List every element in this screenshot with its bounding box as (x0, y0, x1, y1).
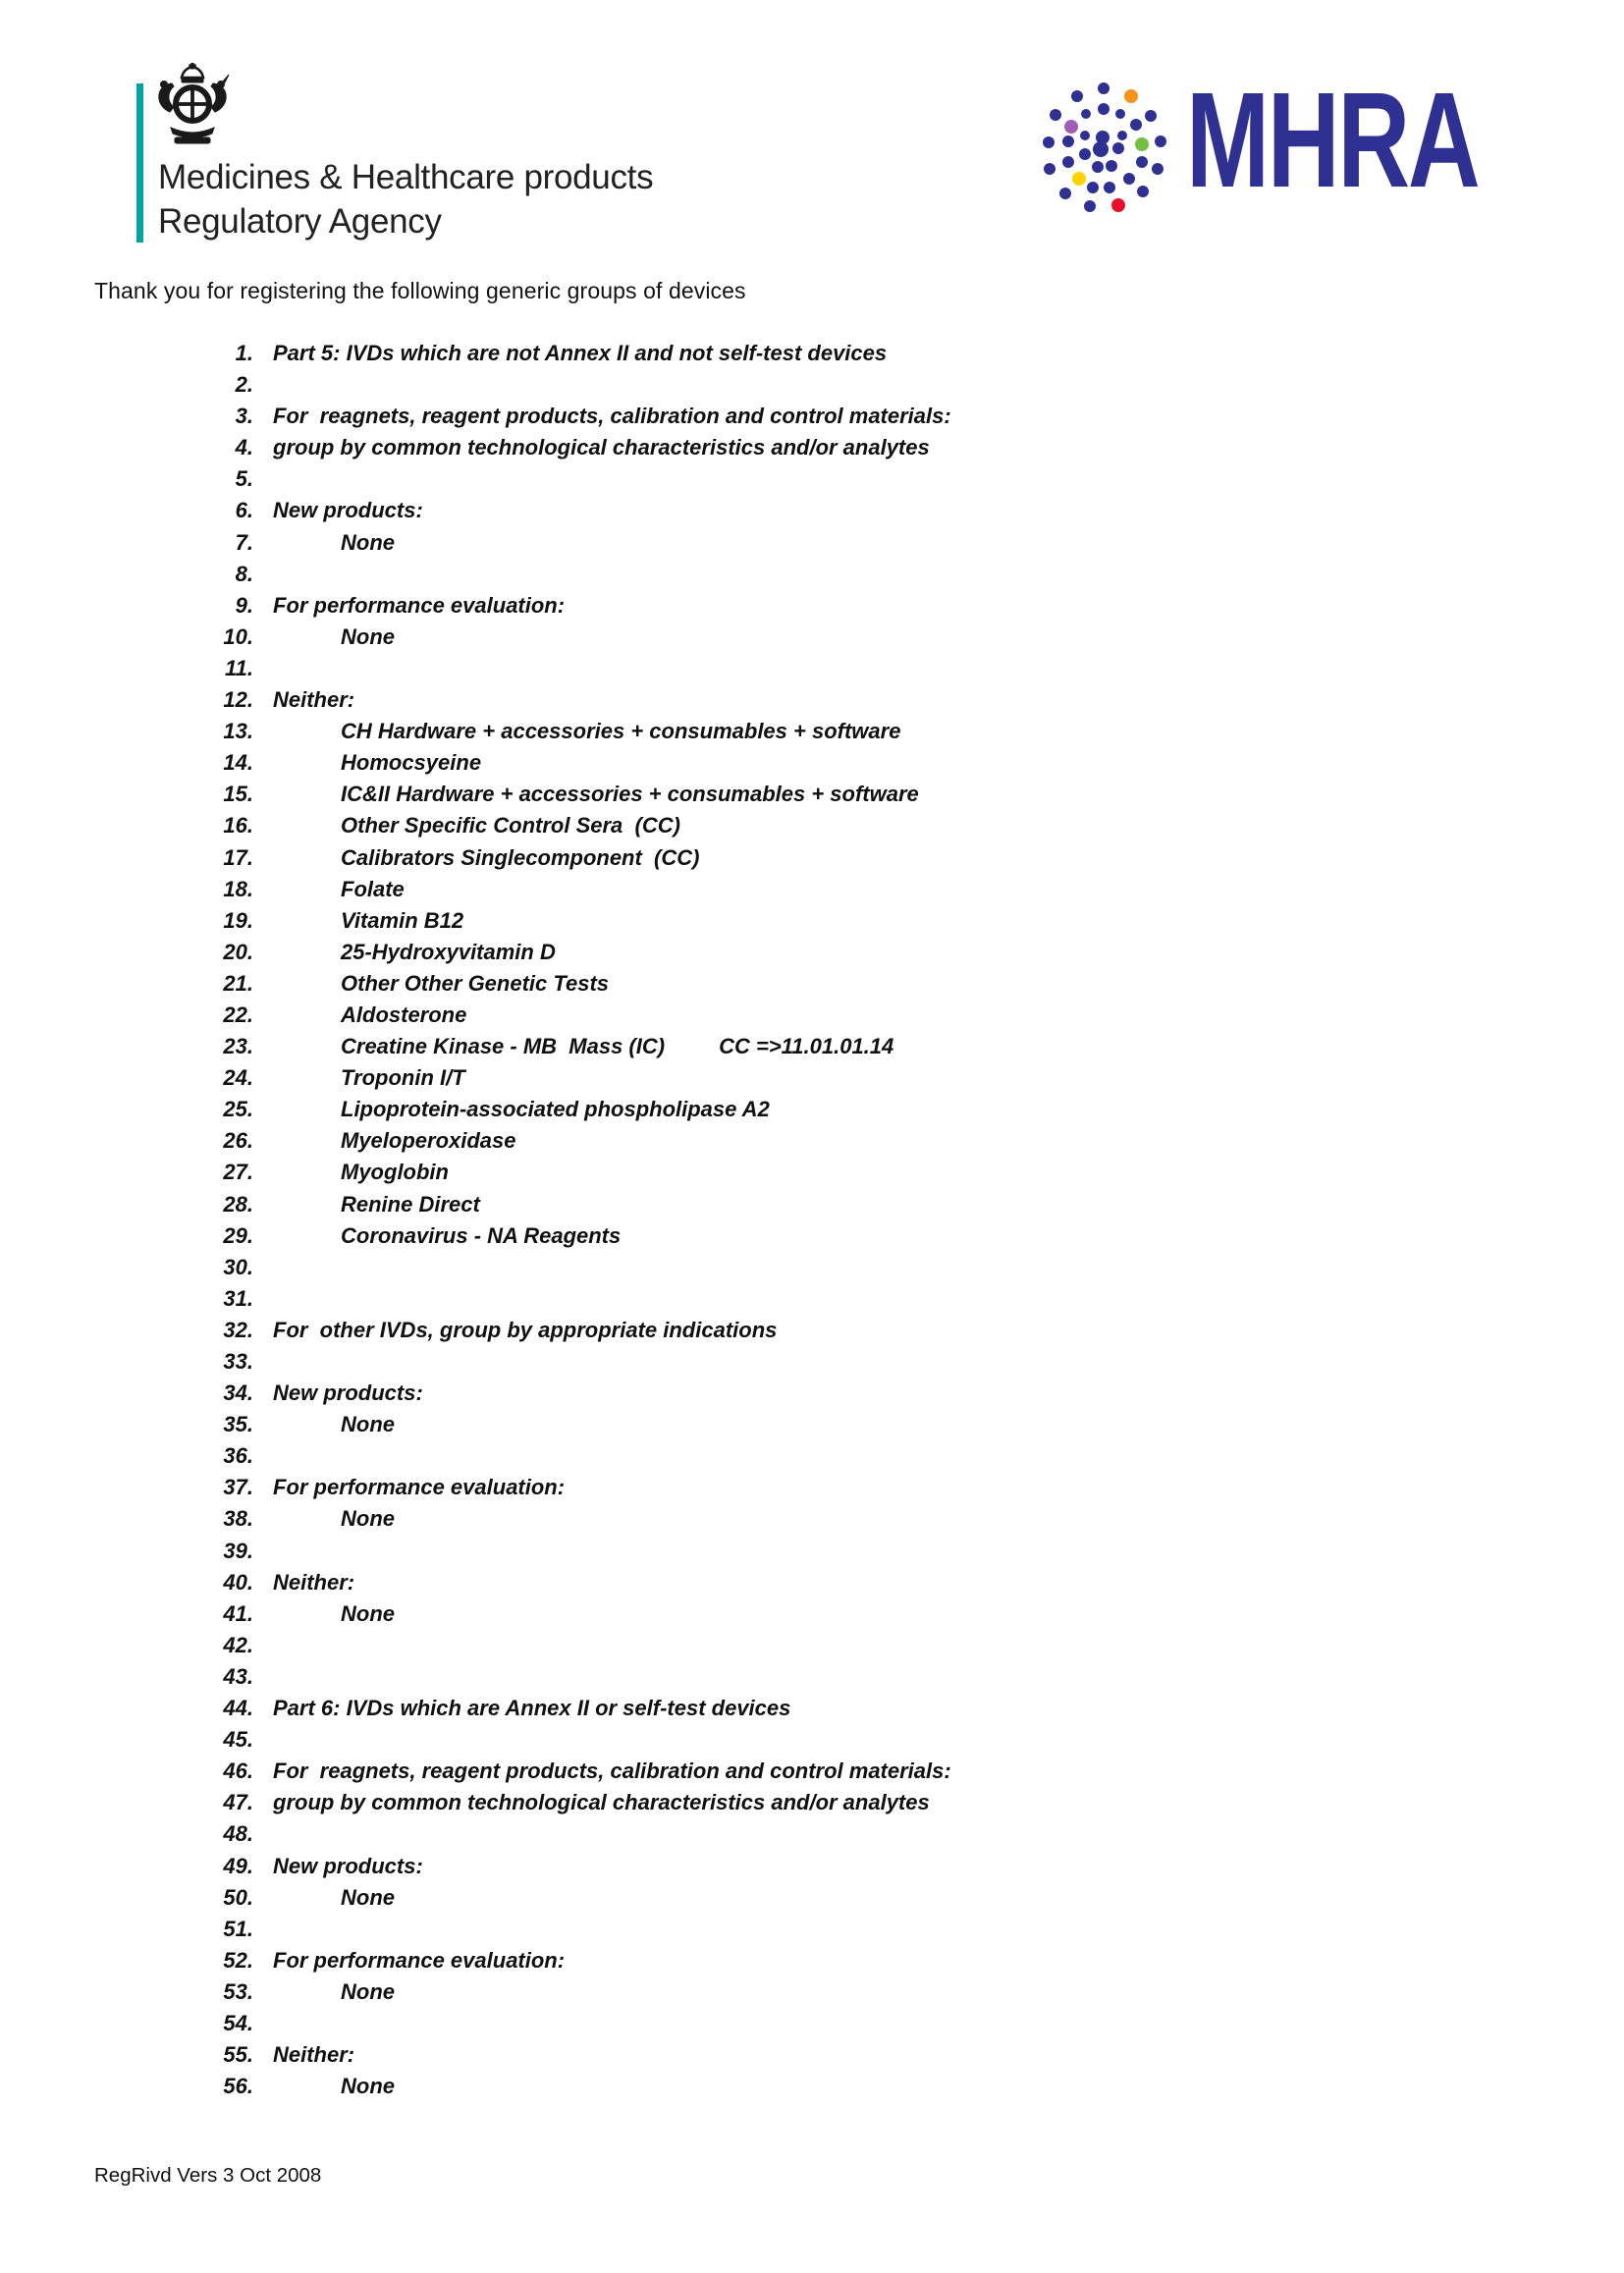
list-item-text: Renine Direct (341, 1191, 480, 1217)
list-item-number: 9. (235, 592, 253, 618)
list-item (0, 622, 1624, 653)
list-item-number: 33. (223, 1349, 253, 1374)
list-item-text: IC&II Hardware + accessories + consumables + software (341, 782, 919, 807)
list-item (0, 463, 1624, 495)
mhra-logo-text: MHRA (1186, 65, 1479, 216)
list-item (0, 1724, 1624, 1756)
list-item-text: Homocsyeine (341, 750, 482, 776)
list-item-number: 21. (223, 970, 253, 996)
agency-name-line2: Regulatory Agency (158, 202, 442, 241)
list-item (0, 2071, 1624, 2102)
list-item-number: 37. (223, 1475, 253, 1500)
list-item-text: For performance evaluation: (273, 1475, 566, 1500)
royal-crest-icon (151, 63, 234, 157)
footer-version-text: RegRivd Vers 3 Oct 2008 (94, 2164, 322, 2187)
list-item (0, 716, 1624, 747)
list-item-text: None (341, 1506, 395, 1532)
list-item-number: 15. (223, 782, 253, 807)
list-item (0, 432, 1624, 463)
list-item-number: 2. (235, 372, 253, 398)
list-item (0, 1787, 1624, 1818)
list-item-text: New products: (273, 498, 423, 523)
list-item-number: 7. (235, 529, 253, 555)
list-item-text: Creatine Kinase - MB Mass (IC) CC =>11.01.01.14 (341, 1034, 894, 1059)
list-item-number: 3. (235, 404, 253, 429)
list-item-number: 38. (223, 1506, 253, 1532)
list-item (0, 1882, 1624, 1914)
list-item-number: 19. (223, 907, 253, 933)
list-item-number: 46. (223, 1759, 253, 1784)
list-item-number: 1. (235, 341, 253, 365)
list-item-number: 56. (223, 2074, 253, 2099)
list-item (0, 1661, 1624, 1693)
list-item-text: Other Specific Control Sera (CC) (341, 813, 680, 839)
list-item-number: 11. (225, 655, 253, 680)
list-item (0, 1252, 1624, 1283)
list-item-number: 34. (223, 1380, 253, 1406)
list-item-number: 53. (223, 1978, 253, 2004)
list-item (0, 1440, 1624, 1472)
list-item (0, 1598, 1624, 1630)
list-item-text: Calibrators Singlecomponent (CC) (341, 844, 700, 870)
list-item-text: Myeloperoxidase (341, 1128, 516, 1154)
list-item-text: For performance evaluation: (273, 592, 566, 618)
list-item (0, 1976, 1624, 2008)
list-item (0, 1189, 1624, 1220)
list-item-text: For reagnets, reagent products, calibration and control materials: (273, 1759, 951, 1784)
list-item-text: Other Other Genetic Tests (341, 970, 610, 996)
list-item-number: 40. (223, 1569, 253, 1595)
teal-accent-bar (136, 83, 143, 243)
list-item (0, 2008, 1624, 2039)
list-item (0, 1315, 1624, 1346)
list-item-number: 51. (223, 1916, 253, 1941)
list-item-text: None (341, 1884, 395, 1910)
list-item-number: 12. (223, 687, 253, 713)
list-item-number: 44. (223, 1696, 253, 1721)
list-item-number: 17. (223, 844, 253, 870)
list-item (0, 653, 1624, 684)
list-item (0, 1536, 1624, 1567)
list-item-text: Part 6: IVDs which are Annex II or self-test devices (273, 1696, 791, 1721)
list-item (0, 1503, 1624, 1535)
list-item (0, 338, 1624, 369)
list-item-text: Aldosterone (341, 1001, 467, 1027)
list-item-number: 39. (223, 1538, 253, 1563)
list-item-text: Vitamin B12 (341, 907, 464, 933)
list-item-number: 49. (223, 1853, 253, 1878)
list-item-text: None (341, 2074, 395, 2099)
list-item-number: 24. (223, 1065, 253, 1091)
list-item (0, 1000, 1624, 1031)
list-item-number: 47. (223, 1790, 253, 1815)
list-item (0, 1220, 1624, 1252)
list-item-number: 28. (223, 1191, 253, 1217)
list-item-number: 16. (223, 813, 253, 839)
list-item-text: CH Hardware + accessories + consumables + software (341, 719, 901, 744)
list-item-text: Myoglobin (341, 1160, 449, 1185)
list-item-number: 26. (223, 1128, 253, 1154)
list-item (0, 1409, 1624, 1440)
list-item-text: None (341, 1600, 395, 1626)
list-item-text: Part 5: IVDs which are not Annex II and not self-test devices (273, 341, 888, 365)
list-item (0, 968, 1624, 1000)
list-item-number: 8. (235, 561, 253, 586)
list-item (0, 1125, 1624, 1157)
list-item (0, 874, 1624, 905)
list-item (0, 1567, 1624, 1598)
list-item-text: Coronavirus - NA Reagents (341, 1222, 622, 1248)
list-item-number: 10. (223, 623, 253, 649)
list-item-number: 32. (223, 1317, 253, 1342)
list-item (0, 1094, 1624, 1125)
list-item-number: 55. (223, 2042, 253, 2068)
list-item (0, 1851, 1624, 1882)
list-item-text: Folate (341, 876, 405, 901)
list-item (0, 1914, 1624, 1945)
list-item (0, 1031, 1624, 1062)
list-item-number: 18. (223, 876, 253, 901)
list-item-number: 20. (223, 939, 253, 964)
list-item-text: None (341, 1412, 395, 1437)
list-item-text: Lipoprotein-associated phospholipase A2 (341, 1097, 770, 1122)
list-item (0, 684, 1624, 716)
agency-name-line1: Medicines & Healthcare products (158, 158, 654, 196)
list-item (0, 369, 1624, 401)
list-item (0, 590, 1624, 622)
list-item (0, 559, 1624, 590)
list-item-number: 13. (223, 719, 253, 744)
list-item (0, 810, 1624, 841)
list-item (0, 937, 1624, 968)
list-item (0, 842, 1624, 874)
list-item (0, 1157, 1624, 1188)
list-item-number: 31. (223, 1285, 253, 1311)
list-item-number: 42. (223, 1632, 253, 1657)
list-item-text: group by common technological characteristics and/or analytes (273, 435, 930, 460)
list-item-text: New products: (273, 1853, 423, 1878)
list-item (0, 747, 1624, 779)
list-item-number: 4. (235, 435, 253, 460)
list-item-number: 6. (235, 498, 253, 523)
list-item-number: 14. (223, 750, 253, 776)
list-item (0, 1062, 1624, 1094)
device-group-list (0, 338, 1624, 2102)
list-item-number: 41. (223, 1600, 253, 1626)
list-item-number: 54. (223, 2010, 253, 2035)
list-item-number: 29. (223, 1222, 253, 1248)
intro-text: Thank you for registering the following generic groups of devices (94, 278, 746, 303)
list-item (0, 495, 1624, 526)
list-item-number: 35. (223, 1412, 253, 1437)
list-item (0, 1756, 1624, 1787)
list-item-number: 36. (223, 1443, 253, 1469)
list-item-number: 45. (223, 1727, 253, 1753)
list-item-text: None (341, 529, 395, 555)
list-item (0, 2039, 1624, 2071)
list-item-number: 22. (223, 1001, 253, 1027)
agency-name (158, 155, 653, 244)
list-item-number: 52. (223, 1947, 253, 1973)
list-item (0, 1283, 1624, 1315)
list-item-number: 43. (223, 1663, 253, 1689)
list-item-number: 48. (223, 1821, 253, 1847)
list-item-text: For reagnets, reagent products, calibration and control materials: (273, 404, 951, 429)
list-item-text: Neither: (273, 2042, 355, 2068)
list-item-text: 25-Hydroxyvitamin D (341, 939, 556, 964)
list-item (0, 1378, 1624, 1409)
list-item-text: Neither: (273, 687, 355, 713)
list-item-number: 23. (223, 1034, 253, 1059)
list-item-text: Troponin I/T (341, 1065, 465, 1091)
list-item-text: None (341, 1978, 395, 2004)
list-item-number: 30. (223, 1254, 253, 1279)
mhra-dots-icon (1037, 54, 1170, 219)
list-item-number: 5. (235, 466, 253, 492)
list-item (0, 1693, 1624, 1724)
list-item-text: For other IVDs, group by appropriate indications (273, 1317, 778, 1342)
list-item (0, 401, 1624, 432)
list-item (0, 1818, 1624, 1850)
list-item-text: For performance evaluation: (273, 1947, 566, 1973)
list-item-number: 27. (223, 1160, 253, 1185)
list-item (0, 779, 1624, 810)
list-item-text: Neither: (273, 1569, 355, 1595)
list-item-number: 50. (223, 1884, 253, 1910)
list-item (0, 1945, 1624, 1976)
list-item (0, 1472, 1624, 1503)
list-item-number: 25. (223, 1097, 253, 1122)
list-item-text: None (341, 623, 395, 649)
list-item-text: group by common technological characteristics and/or analytes (273, 1790, 930, 1815)
list-item (0, 1630, 1624, 1661)
list-item-text: New products: (273, 1380, 423, 1406)
list-item (0, 1346, 1624, 1378)
list-item (0, 905, 1624, 937)
list-item (0, 527, 1624, 559)
